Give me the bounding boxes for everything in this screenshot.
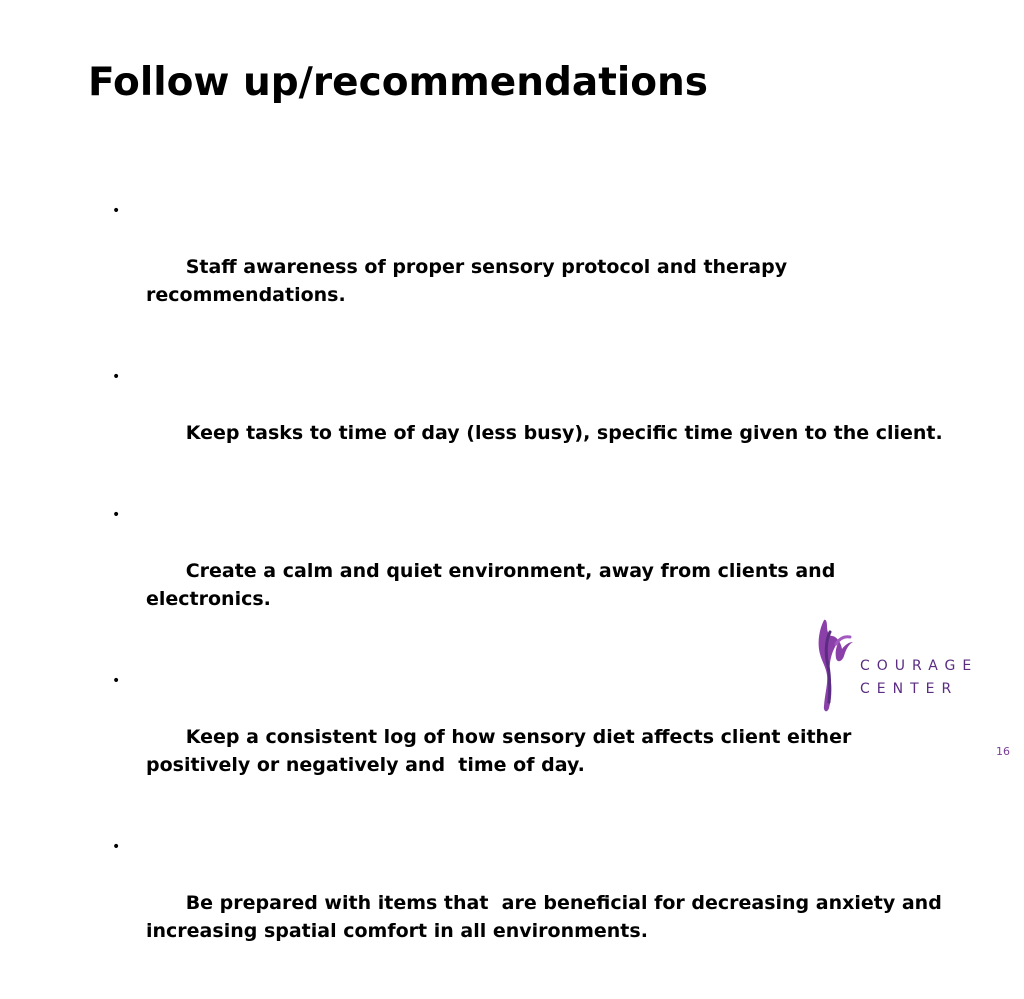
courage-center-logo — [812, 618, 992, 714]
bullet-dot-icon: • — [112, 203, 121, 219]
bullet-item — [112, 363, 962, 475]
bullet-text: Keep tasks to time of day (less busy), specific time given to the client. — [185, 422, 943, 444]
bullet-text: Keep a consistent log of how sensory diet affects client either positively or negatively and time of day. — [146, 726, 858, 776]
bullet-text: Staff awareness of proper sensory protocol and therapy recommendations. — [146, 256, 794, 306]
slide-title: Follow up/recommendations — [88, 60, 709, 105]
logo-text-center: CENTER — [860, 681, 959, 697]
bullet-dot-icon: • — [112, 839, 121, 855]
bullet-item — [112, 833, 962, 973]
courage-center-figure-icon — [812, 618, 856, 714]
bullet-text: Create a calm and quiet environment, away from clients and electronics. — [146, 560, 842, 610]
bullet-dot-icon: • — [112, 507, 121, 523]
bullet-list — [112, 197, 962, 999]
logo-text-courage: COURAGE — [860, 658, 979, 674]
page-number: 16 — [996, 745, 1010, 758]
bullet-dot-icon: • — [112, 673, 121, 689]
bullet-dot-icon: • — [112, 369, 121, 385]
bullet-item — [112, 197, 962, 337]
bullet-text: Be prepared with items that are beneficial for decreasing anxiety and increasing spatial comfort in all environments. — [146, 892, 949, 942]
